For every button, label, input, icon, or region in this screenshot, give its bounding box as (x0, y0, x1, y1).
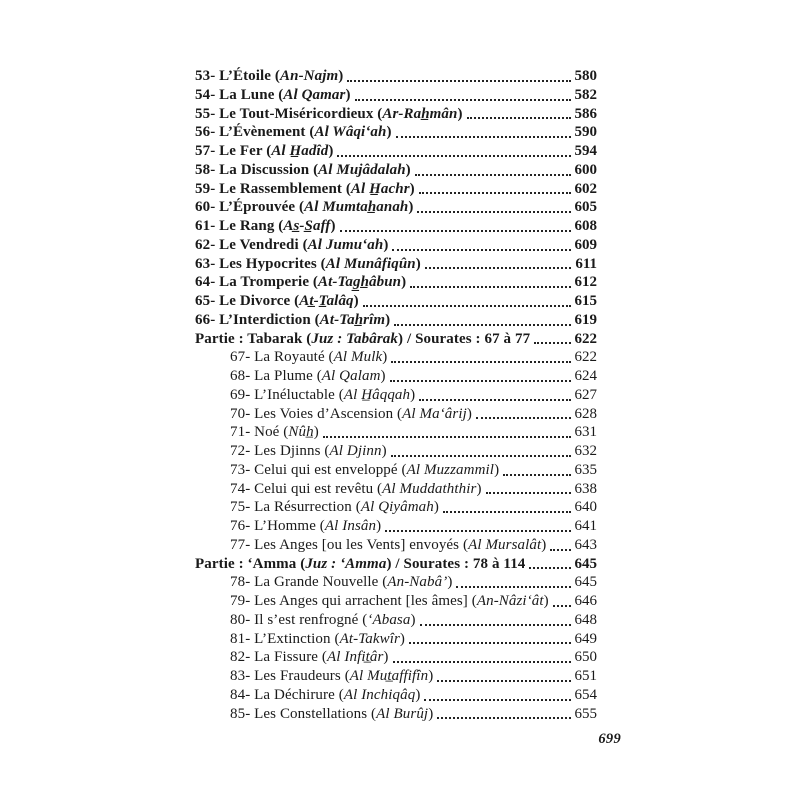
entry-text (230, 348, 387, 367)
entry-page-number: 615 (574, 293, 597, 309)
entry-text (195, 123, 392, 142)
entry-arabic-name: An-Najm (280, 68, 339, 84)
dot-leader (337, 155, 570, 157)
dot-leader (503, 474, 570, 476)
entry-page-number: 580 (574, 68, 597, 84)
entry-after: ) (383, 236, 389, 253)
entry-after: ) (447, 574, 453, 591)
entry-after: ) (380, 368, 386, 384)
entry-text (230, 667, 433, 686)
entry-page-number: 586 (574, 105, 597, 122)
entry-after: ) (353, 293, 359, 309)
entry-arabic-name: Al Djinn (329, 443, 382, 459)
entry-after: ) (386, 124, 392, 141)
toc-entry (195, 255, 597, 274)
entry-after: ) (401, 274, 407, 291)
toc-entry (195, 198, 597, 217)
entry-arabic-name: At-Takwîr (339, 630, 400, 647)
dot-leader (355, 99, 571, 101)
entry-label: 79- Les Anges qui arrachent [les âmes] ( (230, 593, 477, 609)
dot-leader (467, 117, 571, 119)
dot-leader (323, 436, 571, 438)
entry-arabic-name: Al H̲achr (350, 180, 410, 197)
entry-text (195, 330, 530, 349)
toc-entry (195, 555, 597, 574)
toc-entry (195, 648, 597, 667)
entry-text (230, 480, 482, 499)
toc-entry (195, 423, 597, 442)
entry-arabic-name: An-Nabâ’ (387, 574, 448, 591)
entry-text (195, 198, 413, 217)
dot-leader (415, 174, 571, 176)
entry-after: ) (338, 68, 344, 84)
toc-entry (195, 611, 597, 630)
entry-after: ) (415, 255, 421, 272)
toc-entry (195, 330, 597, 349)
dot-leader (437, 717, 570, 719)
entry-text (230, 405, 472, 424)
entry-text (195, 86, 351, 105)
entry-text (230, 461, 499, 480)
entry-label: 77- Les Anges [ou les Vents] envoyés ( (230, 536, 469, 553)
entry-text (195, 217, 336, 236)
toc-entry (195, 348, 597, 367)
entry-after: ) (385, 311, 391, 328)
page-folio: 699 (598, 731, 621, 747)
entry-text (230, 611, 416, 630)
toc-entry (195, 386, 597, 405)
entry-after: ) (494, 461, 500, 478)
entry-label: 57- Le Fer ( (195, 143, 272, 159)
entry-label: 83- Les Fraudeurs ( (230, 668, 350, 684)
entry-text (230, 423, 319, 442)
entry-label: 54- La Lune ( (195, 86, 284, 103)
toc-entry (195, 536, 597, 555)
dot-leader (347, 80, 570, 82)
entry-page-number: 646 (574, 593, 597, 609)
entry-text (195, 255, 421, 274)
toc-entry (195, 405, 597, 424)
entry-label: 63- Les Hypocrites ( (195, 255, 326, 272)
toc-entry (195, 217, 597, 236)
entry-text (195, 236, 388, 255)
entry-page-number: 628 (574, 405, 597, 422)
dot-leader (391, 455, 571, 457)
entry-label: 73- Celui qui est enveloppé ( (230, 461, 407, 478)
entry-page-number: 638 (574, 480, 597, 497)
entry-after: ) (383, 649, 389, 666)
entry-label: 68- La Plume ( (230, 368, 322, 384)
entry-after: ) (466, 405, 472, 422)
entry-arabic-name: Al Ma‘ârij (402, 405, 467, 422)
entry-page-number: 612 (574, 274, 597, 291)
entry-page-number: 582 (574, 86, 597, 103)
entry-page-number: 645 (574, 555, 597, 572)
entry-page-number: 600 (574, 161, 597, 178)
entry-text (195, 161, 411, 180)
dot-leader (486, 492, 571, 494)
entry-arabic-name: At̲-T̲alâq (299, 293, 354, 309)
entry-after: ) (313, 424, 319, 441)
entry-label: 72- Les Djinns ( (230, 443, 330, 459)
entry-page-number: 655 (574, 705, 597, 722)
entry-label: 82- La Fissure ( (230, 649, 327, 666)
dot-leader (550, 549, 570, 551)
entry-arabic-name: Al Mujâdalah (318, 161, 406, 178)
toc-entry (195, 517, 597, 536)
entry-text (230, 536, 546, 555)
entry-arabic-name: At-Tag̲h̲âbun (318, 274, 402, 291)
entry-label: 76- L’Homme ( (230, 518, 325, 534)
dot-leader (410, 286, 570, 288)
entry-page-number: 605 (574, 199, 597, 216)
entry-page-number: 624 (574, 368, 597, 384)
entry-label: 78- La Grande Nouvelle ( (230, 574, 388, 591)
entry-arabic-name: Al Burûj (376, 705, 429, 722)
dot-leader (424, 699, 570, 701)
entry-label: 70- Les Voies d’Ascension ( (230, 405, 403, 422)
entry-after: ) (433, 499, 439, 516)
dot-leader (553, 605, 571, 607)
dot-leader (420, 624, 571, 626)
dot-leader (529, 567, 570, 569)
toc-entry (195, 705, 597, 724)
entry-page-number: 650 (574, 649, 597, 666)
toc-entry (195, 498, 597, 517)
dot-leader (417, 211, 570, 213)
dot-leader (393, 661, 571, 663)
dot-leader (363, 305, 571, 307)
entry-after: ) (476, 480, 482, 497)
toc-entry (195, 180, 597, 199)
entry-after: ) (330, 218, 336, 234)
entry-after: ) (382, 349, 388, 366)
dot-leader (396, 136, 571, 138)
entry-text (195, 311, 390, 330)
entry-page-number: 635 (574, 461, 597, 478)
entry-after: ) (428, 668, 434, 684)
entry-arabic-name: As̲-S̲aff (283, 218, 331, 234)
dot-leader (409, 642, 570, 644)
entry-after: ) (457, 105, 463, 122)
entry-text (195, 105, 463, 124)
entry-arabic-name: Al Muzzammil (406, 461, 495, 478)
toc-entry (195, 105, 597, 124)
toc-entry (195, 161, 597, 180)
dot-leader (534, 342, 570, 344)
dot-leader (437, 680, 570, 682)
entry-page-number: 641 (574, 518, 597, 534)
entry-label: 56- L’Évènement ( (195, 124, 315, 141)
entry-page-number: 632 (574, 443, 597, 459)
toc-entry (195, 86, 597, 105)
entry-arabic-name: Al Mulk (333, 349, 383, 366)
dot-leader (391, 361, 570, 363)
entry-text (230, 517, 381, 536)
dot-leader (340, 230, 571, 232)
entry-text (230, 705, 433, 724)
entry-label: 75- La Résurrection ( (230, 499, 361, 516)
entry-page-number: 643 (574, 536, 597, 553)
entry-page-number: 594 (574, 143, 597, 159)
dot-leader (392, 249, 570, 251)
entry-label: 65- Le Divorce ( (195, 293, 300, 309)
entry-after: ) (405, 161, 411, 178)
entry-label: 74- Celui qui est revêtu ( (230, 480, 383, 497)
entry-page-number: 648 (574, 611, 597, 628)
entry-page-number: 649 (574, 630, 597, 647)
entry-arabic-name: Al Munâfiqûn (325, 255, 416, 272)
toc-entry (195, 480, 597, 499)
entry-arabic-name: Al Mursalât (468, 536, 542, 553)
entry-text (230, 442, 387, 461)
entry-after: ) / Sourates : 78 à 114 (386, 555, 526, 572)
entry-after: ) (408, 199, 414, 216)
entry-after: ) (543, 593, 549, 609)
entry-arabic-name: Al Mumtah̲anah (304, 199, 409, 216)
entry-arabic-name: Al Qalam (321, 368, 381, 384)
entry-text (195, 142, 333, 161)
entry-label: 58- La Discussion ( (195, 161, 319, 178)
entry-arabic-name: Juz : Tabârak (311, 330, 398, 347)
entry-text (230, 498, 439, 517)
entry-after: ) (409, 180, 415, 197)
entry-arabic-name: Al H̲adîd (271, 143, 329, 159)
entry-label: 84- La Déchirure ( (230, 686, 344, 703)
entry-text (230, 686, 420, 705)
entry-text (230, 573, 452, 592)
entry-page-number: 627 (574, 386, 597, 403)
entry-page-number: 654 (574, 686, 597, 703)
entry-after: ) / Sourates : 67 à 77 (398, 330, 531, 347)
entry-arabic-name: Al Wâqi‘ah (314, 124, 387, 141)
entry-arabic-name: Al Infit̲âr (327, 649, 384, 666)
entry-label: 61- Le Rang ( (195, 218, 284, 234)
dot-leader (443, 511, 571, 513)
entry-text (195, 292, 359, 311)
entry-arabic-name: Al Insân (324, 518, 377, 534)
toc-entry (195, 667, 597, 686)
entry-after: ) (410, 386, 416, 403)
entry-page-number: 622 (574, 349, 597, 366)
entry-arabic-name: Al H̲âqqah (343, 386, 411, 403)
entry-page-number: 631 (574, 424, 597, 441)
entry-label: 67- La Royauté ( (230, 349, 334, 366)
entry-label: Partie : ‘Amma ( (195, 555, 306, 572)
toc-entry (195, 236, 597, 255)
toc-entry (195, 292, 597, 311)
entry-after: ) (410, 611, 416, 628)
entry-after: ) (428, 705, 434, 722)
dot-leader (419, 399, 570, 401)
entry-text (195, 67, 343, 86)
entry-page-number: 622 (574, 330, 597, 347)
entry-arabic-name: Al Muddaththir (382, 480, 477, 497)
entry-text (230, 367, 386, 386)
dot-leader (419, 192, 571, 194)
entry-arabic-name: Al Qamar (283, 86, 346, 103)
entry-page-number: 608 (574, 218, 597, 234)
toc-entry (195, 273, 597, 292)
toc-entry (195, 461, 597, 480)
entry-arabic-name: An-Nâzi‘ât (476, 593, 544, 609)
entry-after: ) (381, 443, 387, 459)
dot-leader (456, 586, 570, 588)
entry-after: ) (415, 686, 421, 703)
entry-page-number: 611 (575, 255, 597, 272)
entry-arabic-name: Juz : ‘Amma (305, 555, 387, 572)
dot-leader (425, 267, 571, 269)
toc-entry (195, 592, 597, 611)
entry-label: 69- L’Inéluctable ( (230, 386, 344, 403)
entry-arabic-name: Al Mut̲affifîn (349, 668, 429, 684)
entry-arabic-name: Al Inchiqâq (343, 686, 416, 703)
toc-entry (195, 686, 597, 705)
toc-entry (195, 67, 597, 86)
entry-text (195, 555, 525, 574)
entry-label: 80- Il s’est renfrogné ( (230, 611, 368, 628)
entry-label: 53- L’Étoile ( (195, 68, 281, 84)
entry-label: 64- La Tromperie ( (195, 274, 319, 291)
entry-text (230, 630, 405, 649)
entry-page-number: 645 (574, 574, 597, 591)
entry-after: ) (541, 536, 547, 553)
entry-text (195, 273, 406, 292)
dot-leader (385, 530, 570, 532)
toc-entry (195, 367, 597, 386)
entry-page-number: 619 (574, 311, 597, 328)
entry-text (230, 592, 549, 611)
entry-label: 66- L’Interdiction ( (195, 311, 320, 328)
entry-text (230, 648, 389, 667)
entry-after: ) (345, 86, 351, 103)
entry-arabic-name: Ar-Rah̲mân (382, 105, 458, 122)
entry-page-number: 590 (574, 124, 597, 141)
entry-arabic-name: At-Tah̲rîm (319, 311, 386, 328)
dot-leader (394, 324, 570, 326)
entry-arabic-name: Al Qiyâmah (360, 499, 434, 516)
toc-entry (195, 630, 597, 649)
entry-page-number: 640 (574, 499, 597, 516)
entry-label: 55- Le Tout-Miséricordieux ( (195, 105, 383, 122)
entry-page-number: 609 (574, 236, 597, 253)
entry-label: 85- Les Constellations ( (230, 705, 377, 722)
entry-page-number: 602 (574, 180, 597, 197)
entry-label: Partie : Tabarak ( (195, 330, 312, 347)
entry-label: 59- Le Rassemblement ( (195, 180, 351, 197)
entry-arabic-name: Nûh̲ (288, 424, 314, 441)
entry-text (230, 386, 415, 405)
toc-entry (195, 573, 597, 592)
dot-leader (476, 417, 571, 419)
entry-after: ) (399, 630, 406, 647)
toc-entry (195, 142, 597, 161)
entry-after: ) (328, 143, 334, 159)
toc-entry (195, 123, 597, 142)
toc-entry (195, 311, 597, 330)
dot-leader (390, 380, 571, 382)
entry-label: 60- L’Éprouvée ( (195, 199, 305, 216)
entry-text (195, 180, 415, 199)
entry-label: 81- L’Extinction ( (230, 630, 340, 647)
toc-entry (195, 442, 597, 461)
entry-label: 62- Le Vendredi ( (195, 236, 308, 253)
toc-list (195, 67, 597, 723)
entry-page-number: 651 (574, 668, 597, 684)
entry-after: ) (376, 518, 382, 534)
entry-arabic-name: ‘Abasa (367, 611, 411, 628)
entry-label: 71- Noé ( (230, 424, 289, 441)
entry-arabic-name: Al Jumu‘ah (307, 236, 384, 253)
